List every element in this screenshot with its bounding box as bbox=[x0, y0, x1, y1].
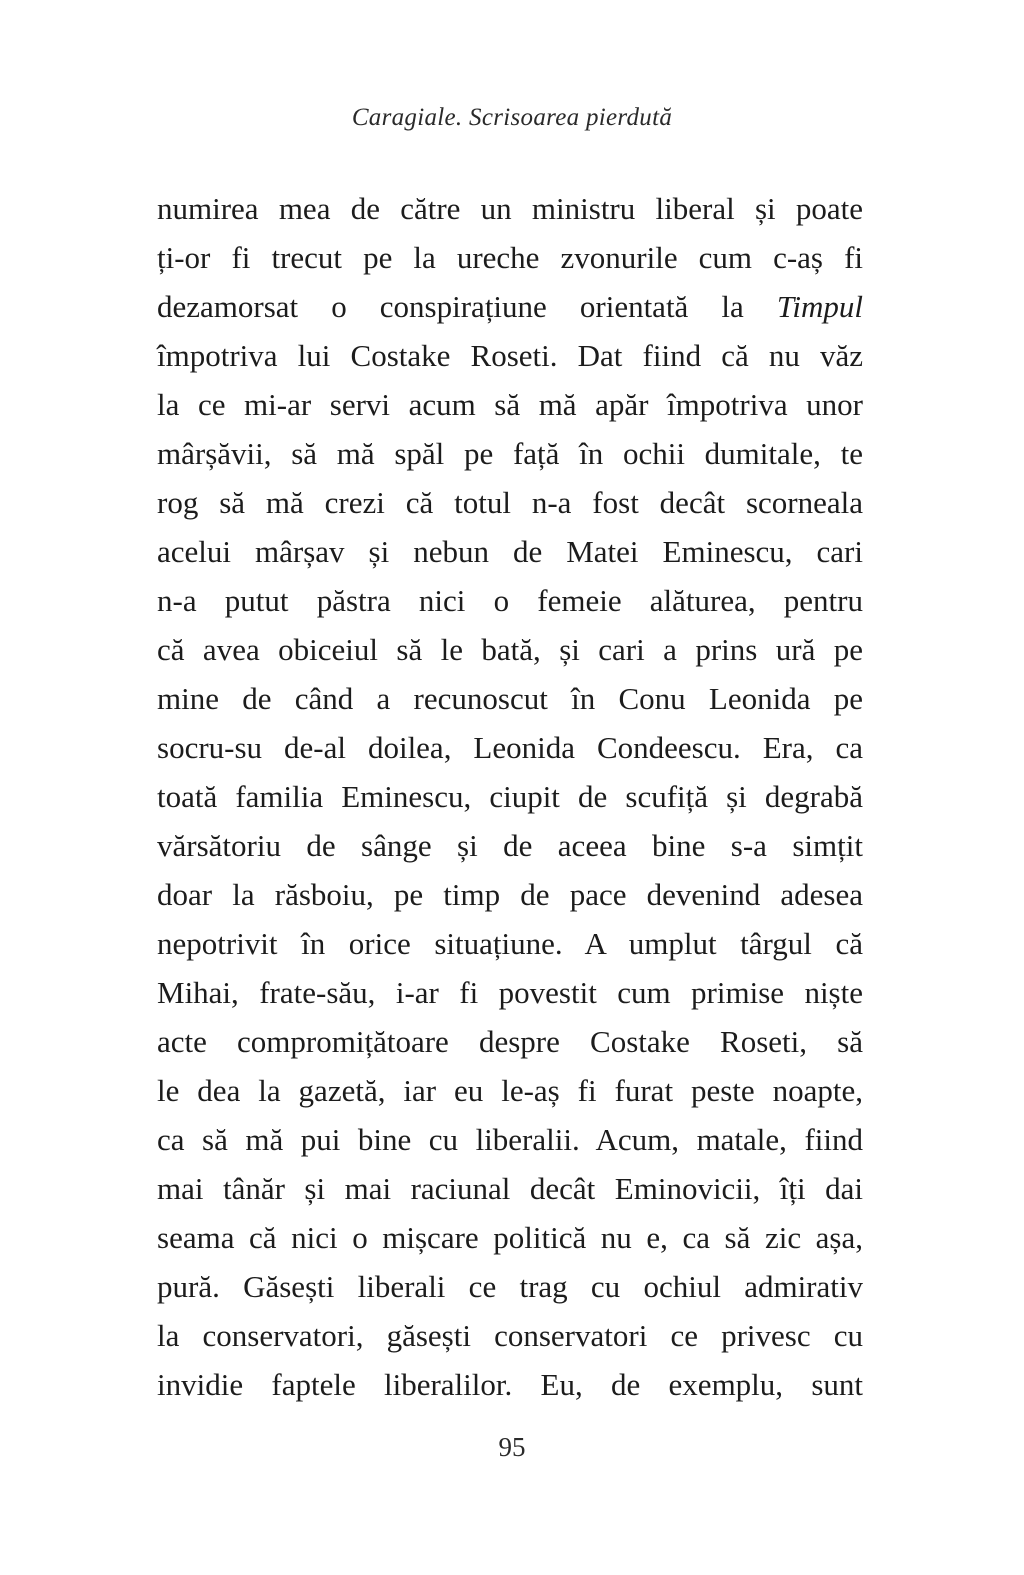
text-line: Mihai, frate-său, i-ar fi povestit cum primise niște bbox=[157, 975, 863, 1010]
text-line: mârșăvii, să mă spăl pe față în ochii dumitale, te bbox=[157, 436, 863, 471]
text-line bbox=[157, 282, 863, 331]
text-line: acelui mârșav și nebun de Matei Eminescu, cari bbox=[157, 534, 863, 569]
text-line: mai tânăr și mai raciunal decât Eminovicii, îți dai bbox=[157, 1171, 863, 1206]
text-line: că avea obiceiul să le bată, și cari a prins ură pe bbox=[157, 632, 863, 667]
text-line: toată familia Eminescu, ciupit de scufiță și degrabă bbox=[157, 779, 863, 814]
text-line: ca să mă pui bine cu liberalii. Acum, matale, fiind bbox=[157, 1122, 863, 1157]
page-number: 95 bbox=[498, 1432, 526, 1462]
running-header: Caragiale. Scrisoarea pierdută bbox=[351, 104, 673, 131]
text-line: la conservatori, găsești conservatori ce privesc cu bbox=[157, 1318, 863, 1353]
text-line: doar la răsboiu, pe timp de pace devenind adesea bbox=[157, 877, 863, 912]
text-line-segment: dezamorsat o conspirațiune orientată la bbox=[157, 289, 744, 324]
body-text bbox=[157, 184, 863, 1409]
text-line: seama că nici o mișcare politică nu e, ca să zic așa, bbox=[157, 1220, 863, 1255]
text-line: la ce mi-ar servi acum să mă apăr împotriva unor bbox=[157, 387, 863, 422]
text-line: vărsătoriu de sânge și de aceea bine s-a simțit bbox=[157, 828, 863, 863]
text-line: nepotrivit în orice situațiune. A umplut târgul că bbox=[157, 926, 863, 961]
text-line: le dea la gazetă, iar eu le-aș fi furat peste noapte, bbox=[157, 1073, 863, 1108]
text-line: pură. Găsești liberali ce trag cu ochiul admirativ bbox=[157, 1269, 863, 1304]
text-line: n-a putut păstra nici o femeie alăturea, pentru bbox=[157, 583, 863, 618]
text-line: acte compromițătoare despre Costake Roseti, să bbox=[157, 1024, 863, 1059]
text-line: numirea mea de către un ministru liberal și poate bbox=[157, 191, 863, 226]
text-line: socru-su de-al doilea, Leonida Condeescu. Era, ca bbox=[157, 730, 863, 765]
text-line: mine de când a recunoscut în Conu Leonida pe bbox=[157, 681, 863, 716]
text-line: invidie faptele liberalilor. Eu, de exemplu, sunt bbox=[157, 1367, 863, 1402]
text-line: ți-or fi trecut pe la ureche zvonurile cum c-aș fi bbox=[157, 240, 863, 275]
text-line: rog să mă crezi că totul n-a fost decât scorneala bbox=[157, 485, 863, 520]
italic-newspaper-title: Timpul bbox=[776, 289, 863, 324]
text-line: împotriva lui Costake Roseti. Dat fiind că nu văz bbox=[157, 338, 863, 373]
